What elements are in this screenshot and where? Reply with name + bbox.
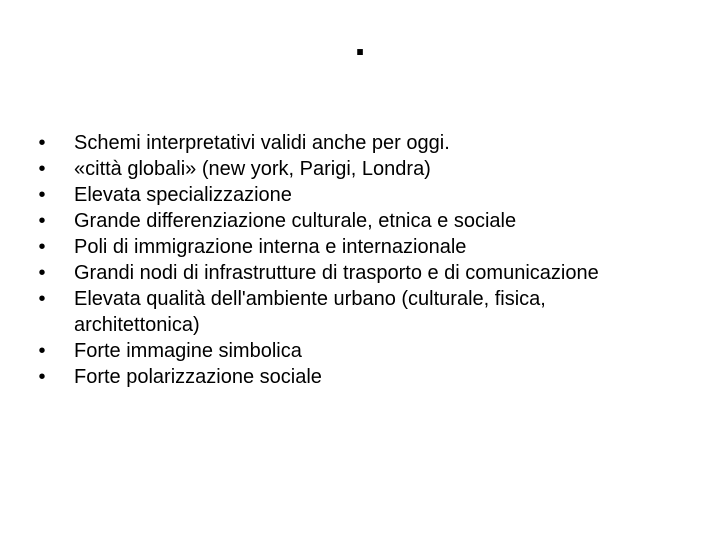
bullet-icon: • bbox=[38, 262, 46, 284]
list-item bbox=[38, 338, 676, 364]
bullet-icon: • bbox=[38, 184, 46, 206]
bullet-icon: • bbox=[38, 288, 46, 310]
list-item-text: Forte polarizzazione sociale bbox=[74, 366, 322, 388]
bullet-icon: • bbox=[38, 210, 46, 232]
list-item bbox=[38, 364, 676, 390]
list-item-text: «città globali» (new york, Parigi, Londra) bbox=[74, 158, 431, 180]
list-item-text: Schemi interpretativi validi anche per oggi. bbox=[74, 132, 450, 154]
bullet-icon: • bbox=[38, 158, 46, 180]
list-item bbox=[38, 156, 676, 182]
list-item bbox=[38, 286, 676, 338]
list-item-text: Elevata specializzazione bbox=[74, 184, 292, 206]
bullet-icon: • bbox=[38, 236, 46, 258]
bullet-list bbox=[38, 130, 676, 390]
list-item-text: Forte immagine simbolica bbox=[74, 340, 302, 362]
bullet-icon: • bbox=[38, 132, 46, 154]
list-item-text: Grande differenziazione culturale, etnica e sociale bbox=[74, 210, 517, 232]
list-item bbox=[38, 182, 676, 208]
list-item bbox=[38, 260, 676, 286]
list-item bbox=[38, 208, 676, 234]
list-item-text: Poli di immigrazione interna e internazionale bbox=[74, 236, 467, 258]
list-item bbox=[38, 130, 676, 156]
list-item-text: Grandi nodi di infrastrutture di trasporto e di comunicazione bbox=[74, 262, 599, 284]
bullet-icon: • bbox=[38, 366, 46, 388]
list-item-text: Elevata qualità dell'ambiente urbano (culturale, fisica, architettonica) bbox=[74, 288, 546, 336]
bullet-icon: • bbox=[38, 340, 46, 362]
slide-title: . bbox=[354, 20, 366, 64]
list-item bbox=[38, 234, 676, 260]
